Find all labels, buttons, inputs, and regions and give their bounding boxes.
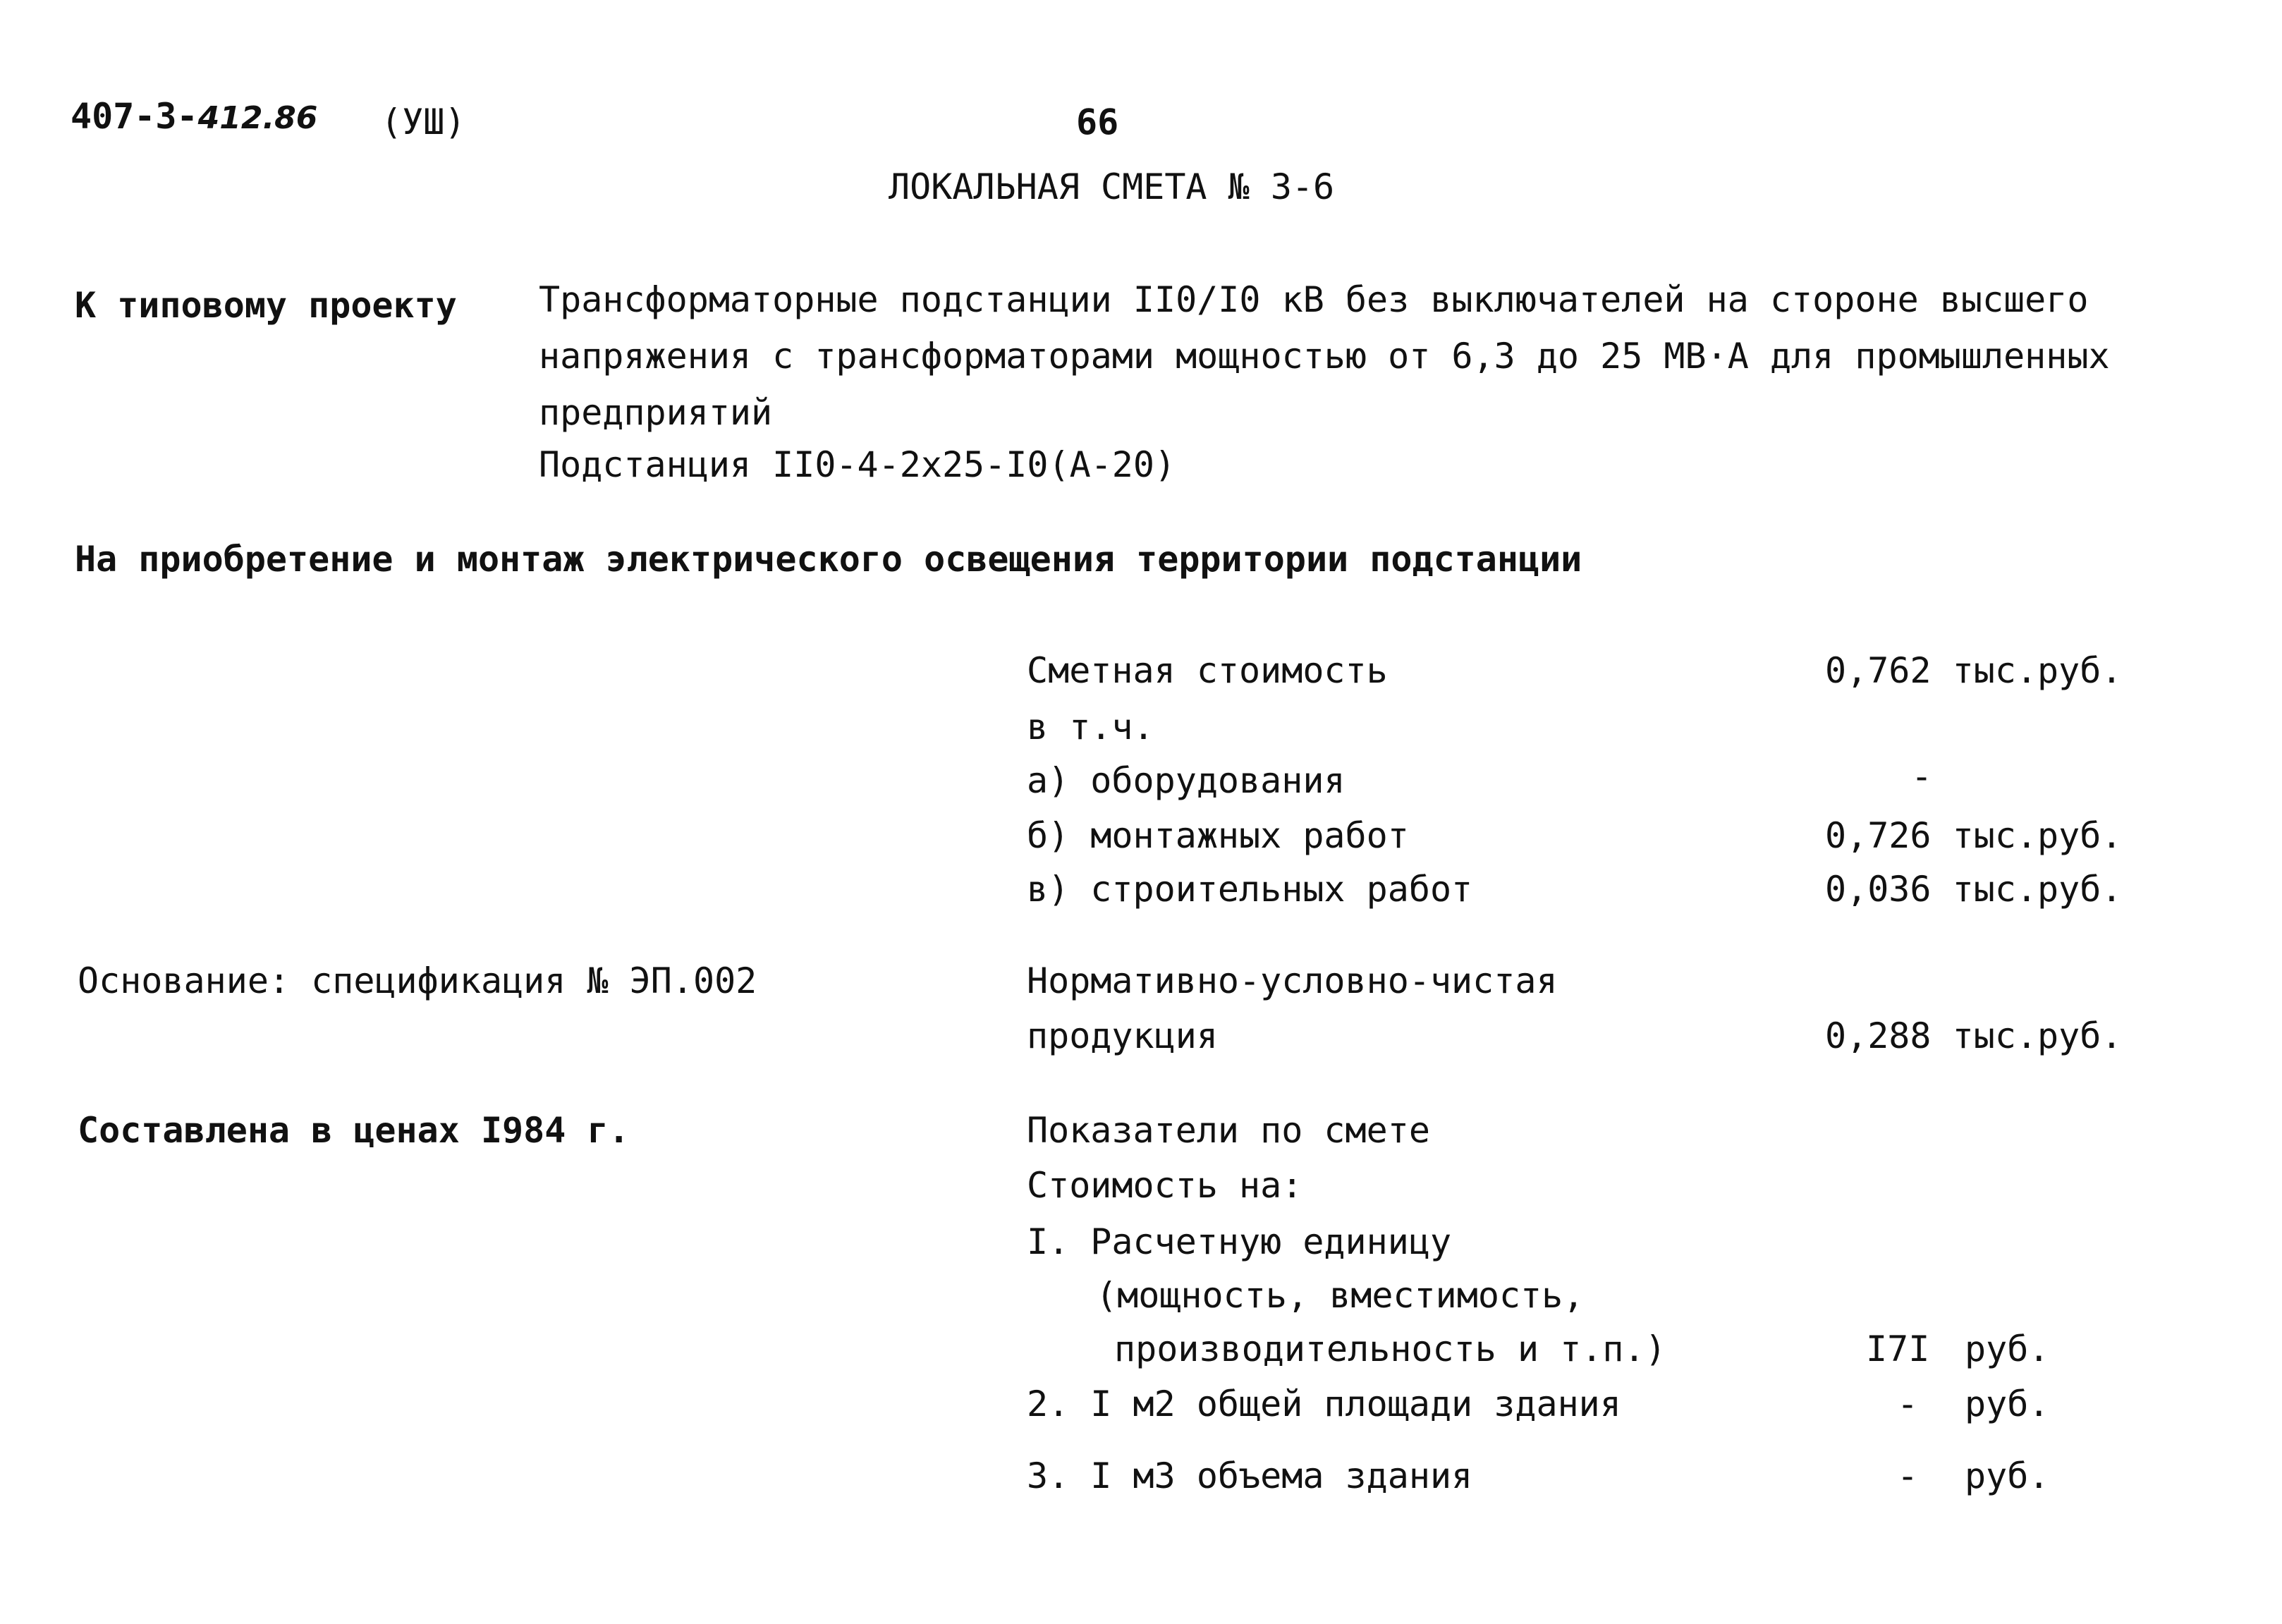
installation-value: 0,726 тыс.руб. <box>1825 815 2123 856</box>
normative-value: 0,288 тыс.руб. <box>1825 1015 2123 1056</box>
construction-label: в) строительных работ <box>1027 869 1473 910</box>
basis-text: Основание: спецификация № ЭП.002 <box>78 960 757 1001</box>
purpose-text: На приобретение и монтаж электрического освещения территории подстанции <box>75 539 1582 580</box>
indicator-1-value: I7I <box>1866 1329 1930 1369</box>
project-description-line-4: Подстанция II0-4-2х25-I0(А-20) <box>539 444 1176 485</box>
document-code-handwritten: 412.86 <box>197 100 318 136</box>
indicator-2-value: - <box>1897 1384 1919 1424</box>
indicator-3-value: - <box>1897 1455 1919 1496</box>
normative-label-line-2: продукция <box>1027 1015 1218 1056</box>
estimated-cost-value: 0,762 тыс.руб. <box>1825 650 2123 691</box>
project-description-line-2: напряжения с трансформаторами мощностью от 6,3 до 25 МВ·А для промышленных <box>539 336 2110 377</box>
project-description-line-3: предприятий <box>539 392 773 433</box>
indicator-2-label: 2. I м2 общей площади здания <box>1027 1384 1621 1424</box>
indicator-3-unit: руб. <box>1965 1455 2050 1496</box>
page-number: 66 <box>1076 102 1119 142</box>
equipment-label: а) оборудования <box>1027 760 1346 801</box>
document-code <box>71 96 318 137</box>
project-description-line-1: Трансформаторные подстанции II0/I0 кВ без выключателей на стороне высшего <box>539 279 2089 320</box>
project-label: К типовому проекту <box>75 285 457 326</box>
construction-value: 0,036 тыс.руб. <box>1825 869 2123 910</box>
indicator-2-unit: руб. <box>1965 1384 2050 1424</box>
indicator-1-line-2: (мощность, вместимость, <box>1096 1275 1585 1316</box>
normative-label-line-1: Нормативно-условно-чистая <box>1027 960 1558 1001</box>
including-label: в т.ч. <box>1027 707 1154 747</box>
indicators-heading: Показатели по смете <box>1027 1110 1430 1151</box>
page-title: ЛОКАЛЬНАЯ СМЕТА № 3-6 <box>889 166 1335 207</box>
document-code-typed: 407-3- <box>71 96 198 137</box>
indicator-1-line-1: I. Расчетную единицу <box>1027 1221 1452 1262</box>
indicator-1-line-3: производительность и т.п.) <box>1114 1329 1666 1369</box>
volume-label: (УШ) <box>381 102 466 142</box>
estimated-cost-label: Сметная стоимость <box>1027 650 1388 691</box>
equipment-value: - <box>1911 756 1933 797</box>
cost-on-label: Стоимость на: <box>1027 1165 1303 1206</box>
prices-text: Составлена в ценах I984 г. <box>78 1110 630 1151</box>
indicator-1-unit: руб. <box>1965 1329 2050 1369</box>
indicator-3-label: 3. I м3 объема здания <box>1027 1455 1473 1496</box>
installation-label: б) монтажных работ <box>1027 815 1409 856</box>
